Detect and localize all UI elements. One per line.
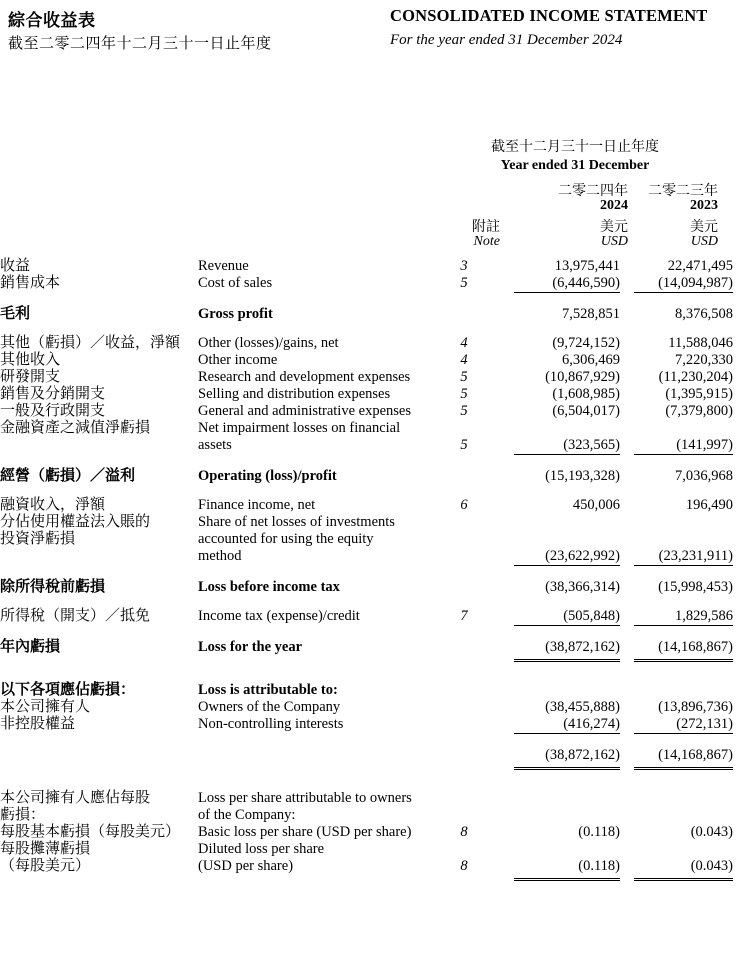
table-row-subtotal — [0, 579, 751, 596]
table-row — [0, 335, 751, 352]
row-value-2024: 6,306,469 — [562, 352, 620, 368]
row-spacer — [0, 454, 751, 461]
row-label-english: Operating (loss)/profit — [198, 468, 337, 484]
row-label-chinese: 其他（虧損）／收益，淨額 — [0, 335, 181, 351]
row-value-2024: (9,724,152) — [552, 335, 620, 351]
row-note: 5 — [460, 275, 468, 291]
per-share-heading-english-cont: of the Company: — [198, 807, 296, 823]
row-spacer — [0, 770, 751, 790]
row-label-english: Gross profit — [198, 306, 273, 322]
row-value-2023 — [620, 790, 751, 807]
row-note: 5 — [460, 437, 468, 453]
row-label-chinese: 毛利 — [0, 306, 31, 322]
income-statement-table — [0, 258, 751, 881]
row-label-chinese: 經營（虧損）／溢利 — [0, 468, 136, 484]
table-row — [0, 497, 751, 514]
row-value-2024 — [500, 841, 620, 858]
row-label-chinese: 本公司擁有人 — [0, 699, 91, 715]
row-note: 3 — [460, 258, 468, 274]
row-label-english: Share of net losses of investments — [198, 514, 395, 530]
row-label-english: Selling and distribution expenses — [198, 386, 391, 402]
row-label-chinese: 非控股權益 — [0, 716, 76, 732]
currency2-label-chinese: 美元 — [690, 220, 718, 235]
row-value-2023: (13,896,736) — [658, 699, 733, 715]
table-row — [0, 369, 751, 386]
row-note: 5 — [460, 386, 468, 402]
row-value-2024 — [500, 514, 620, 531]
attribution-total-2023: (14,168,867) — [620, 747, 751, 770]
table-row — [0, 420, 751, 437]
attribution-heading-english: Loss is attributable to: — [198, 682, 338, 698]
period-label-chinese: 截至十二月三十一日止年度 — [491, 140, 659, 155]
row-note: 6 — [460, 497, 468, 513]
row-label-chinese-cont: 投資淨虧損 — [0, 531, 76, 547]
row-value-2023 — [620, 420, 751, 437]
row-value-2023: (14,168,867) — [620, 639, 751, 662]
row-note — [428, 790, 500, 807]
page-title-chinese: 綜合收益表 — [8, 11, 96, 30]
row-label-chinese: 除所得稅前虧損 — [0, 579, 106, 595]
row-value-2023: (23,231,911) — [658, 548, 733, 564]
row-spacer — [0, 740, 751, 747]
row-spacer — [0, 565, 751, 572]
row-label-chinese: 銷售成本 — [0, 275, 61, 291]
row-value-2023: (0.043) — [620, 858, 751, 881]
row-label-english: Research and development expenses — [198, 369, 411, 385]
row-label-english: Basic loss per share (USD per share) — [198, 824, 412, 840]
row-label-chinese: 收益 — [0, 258, 31, 274]
table-row-continuation — [0, 858, 751, 881]
row-label-english: Diluted loss per share — [198, 841, 325, 857]
row-value-2023: 11,588,046 — [668, 335, 733, 351]
row-label-chinese-cont: （每股美元） — [0, 858, 91, 874]
row-value-2024: (15,193,328) — [545, 468, 620, 484]
row-label-english: Finance income, net — [198, 497, 316, 513]
row-note: 8 — [460, 858, 468, 874]
per-share-heading-row — [0, 790, 751, 807]
row-label-chinese: 所得稅（開支）／抵免 — [0, 608, 151, 624]
row-value-2024: (416,274) — [563, 716, 620, 732]
row-label-chinese: 銷售及分銷開支 — [0, 386, 106, 402]
row-label-english: Loss before income tax — [198, 579, 340, 595]
row-value-2023: (15,998,453) — [658, 579, 733, 595]
page-subtitle-chinese: 截至二零二四年十二月三十一日止年度 — [8, 36, 272, 52]
table-row-continuation — [0, 437, 751, 454]
row-value-2023: 8,376,508 — [675, 306, 733, 322]
row-value-2024: (38,455,888) — [545, 699, 620, 715]
row-note: 7 — [460, 608, 468, 624]
row-spacer — [0, 596, 751, 608]
row-value-2024 — [500, 790, 620, 807]
year1-label-english: 2024 — [600, 198, 628, 213]
row-value-2023: (272,131) — [676, 716, 733, 732]
row-value-2023 — [620, 531, 751, 548]
row-note — [428, 514, 500, 531]
row-value-2024: (6,504,017) — [552, 403, 620, 419]
table-row — [0, 403, 751, 420]
per-share-heading-chinese: 本公司擁有人應佔每股 — [0, 790, 151, 806]
row-note — [428, 548, 500, 565]
attribution-total-row — [0, 747, 751, 770]
row-note — [428, 807, 500, 824]
row-note — [428, 306, 500, 323]
row-note: 8 — [460, 824, 468, 840]
row-note — [428, 468, 500, 485]
table-row — [0, 275, 751, 292]
note-label-chinese: 附註 — [472, 220, 500, 235]
row-label-chinese: 一般及行政開支 — [0, 403, 106, 419]
row-value-2024 — [500, 682, 620, 699]
row-label-chinese: 融資收入，淨額 — [0, 497, 106, 513]
row-value-2023: (1,395,915) — [665, 386, 733, 402]
row-label-english: Loss for the year — [198, 639, 303, 655]
row-value-2024: (6,446,590) — [552, 275, 620, 291]
page-title-english: CONSOLIDATED INCOME STATEMENT — [390, 6, 708, 25]
row-spacer — [0, 733, 751, 740]
row-value-2024: (23,622,992) — [545, 548, 620, 564]
page-subtitle-english: For the year ended 31 December 2024 — [390, 32, 623, 48]
row-spacer — [0, 572, 751, 579]
row-note — [428, 841, 500, 858]
row-value-2024: (0.118) — [578, 824, 620, 840]
row-label-english: Income tax (expense)/credit — [198, 608, 360, 624]
row-label-chinese: 分佔使用權益法入賬的 — [0, 514, 151, 530]
row-spacer — [0, 632, 751, 639]
row-value-2024: (505,848) — [563, 608, 620, 624]
row-value-2023: (7,379,800) — [665, 403, 733, 419]
row-value-2024 — [500, 420, 620, 437]
row-label-english-cont: assets — [198, 437, 232, 453]
row-label-english: Revenue — [198, 258, 249, 274]
row-value-2024: (38,872,162) — [500, 639, 620, 662]
row-value-2023: 196,490 — [685, 497, 733, 513]
row-note: 5 — [460, 403, 468, 419]
row-note — [428, 747, 500, 770]
row-value-2023: 22,471,495 — [667, 258, 733, 274]
year2-label-english: 2023 — [690, 198, 718, 213]
row-label-english: Non-controlling interests — [198, 716, 344, 732]
row-value-2023 — [620, 841, 751, 858]
table-row — [0, 352, 751, 369]
row-value-2023: 7,220,330 — [675, 352, 733, 368]
table-row — [0, 386, 751, 403]
table-row — [0, 699, 751, 716]
year1-label-chinese: 二零二四年 — [558, 184, 628, 199]
table-row-total — [0, 639, 751, 662]
row-value-2023: 7,036,968 — [675, 468, 733, 484]
row-label-chinese — [0, 747, 198, 770]
row-label-chinese-cont — [0, 548, 198, 565]
row-value-2024: (1,608,985) — [552, 386, 620, 402]
table-row — [0, 258, 751, 275]
note-label-english: Note — [473, 234, 500, 249]
row-label-chinese: 金融資產之減值淨虧損 — [0, 420, 151, 436]
year2-label-chinese: 二零二三年 — [648, 184, 718, 199]
row-spacer — [0, 299, 751, 306]
per-share-heading-english: Loss per share attributable to owners — [198, 790, 412, 806]
row-label-chinese: 每股攤薄虧損 — [0, 841, 91, 857]
row-label-english-cont: (USD per share) — [198, 858, 294, 874]
row-label-english: Net impairment losses on financial — [198, 420, 401, 436]
period-label-english: Year ended 31 December — [500, 158, 650, 173]
row-label-chinese: 研發開支 — [0, 369, 61, 385]
row-label-english: General and administrative expenses — [198, 403, 411, 419]
row-value-2023 — [620, 682, 751, 699]
row-label-english-cont: method — [198, 548, 242, 564]
row-note — [428, 420, 500, 437]
row-note: 5 — [460, 369, 468, 385]
column-headers — [0, 62, 751, 249]
row-value-2024: 450,006 — [572, 497, 620, 513]
attribution-heading-chinese: 以下各項應佔虧損： — [0, 682, 136, 698]
table-row-subtotal — [0, 468, 751, 485]
row-label-chinese: 每股基本虧損（每股美元） — [0, 824, 181, 840]
row-value-2024 — [500, 531, 620, 548]
row-value-2023 — [620, 514, 751, 531]
document-header — [0, 0, 751, 62]
row-note — [428, 699, 500, 716]
row-note — [428, 716, 500, 733]
row-label-english: Owners of the Company — [198, 699, 341, 715]
table-row-continuation — [0, 531, 751, 548]
currency2-label-english: USD — [690, 234, 718, 249]
row-label-english — [198, 747, 428, 770]
row-spacer — [0, 625, 751, 632]
table-row — [0, 824, 751, 841]
row-label-english-cont: accounted for using the equity — [198, 531, 374, 547]
per-share-heading-row-cont — [0, 807, 751, 824]
row-value-2024: (38,366,314) — [545, 579, 620, 595]
currency1-label-english: USD — [600, 234, 628, 249]
attribution-heading-row — [0, 682, 751, 699]
row-label-chinese: 年內虧損 — [0, 639, 61, 655]
per-share-heading-chinese-cont: 虧損： — [0, 807, 46, 823]
row-note — [428, 682, 500, 699]
row-spacer — [0, 485, 751, 497]
table-row — [0, 841, 751, 858]
row-note: 4 — [460, 335, 468, 351]
row-spacer — [0, 662, 751, 682]
row-label-chinese: 其他收入 — [0, 352, 61, 368]
row-value-2024: 7,528,851 — [562, 306, 620, 322]
row-label-english: Other income — [198, 352, 278, 368]
row-value-2023: (11,230,204) — [658, 369, 733, 385]
row-note: 4 — [460, 352, 468, 368]
row-value-2023: (14,094,987) — [658, 275, 733, 291]
row-value-2023: (141,997) — [676, 437, 733, 453]
table-row-continuation — [0, 548, 751, 565]
row-note — [428, 531, 500, 548]
row-label-english: Cost of sales — [198, 275, 273, 291]
table-row — [0, 514, 751, 531]
row-value-2023: (0.043) — [690, 824, 733, 840]
table-row — [0, 608, 751, 625]
row-value-2024: (323,565) — [563, 437, 620, 453]
row-spacer — [0, 461, 751, 468]
row-value-2023 — [620, 807, 751, 824]
row-value-2024: 13,975,441 — [554, 258, 620, 274]
attribution-total-2024: (38,872,162) — [500, 747, 620, 770]
row-note — [428, 579, 500, 596]
table-row-subtotal — [0, 306, 751, 323]
row-value-2024: (10,867,929) — [545, 369, 620, 385]
row-spacer — [0, 292, 751, 299]
currency1-label-chinese: 美元 — [600, 220, 628, 235]
row-spacer — [0, 323, 751, 335]
row-label-english: Other (losses)/gains, net — [198, 335, 339, 351]
row-note — [428, 639, 500, 662]
row-value-2024 — [500, 807, 620, 824]
row-label-chinese-cont — [0, 437, 198, 454]
table-row — [0, 716, 751, 733]
row-value-2024: (0.118) — [500, 858, 620, 881]
row-value-2023: 1,829,586 — [675, 608, 733, 624]
